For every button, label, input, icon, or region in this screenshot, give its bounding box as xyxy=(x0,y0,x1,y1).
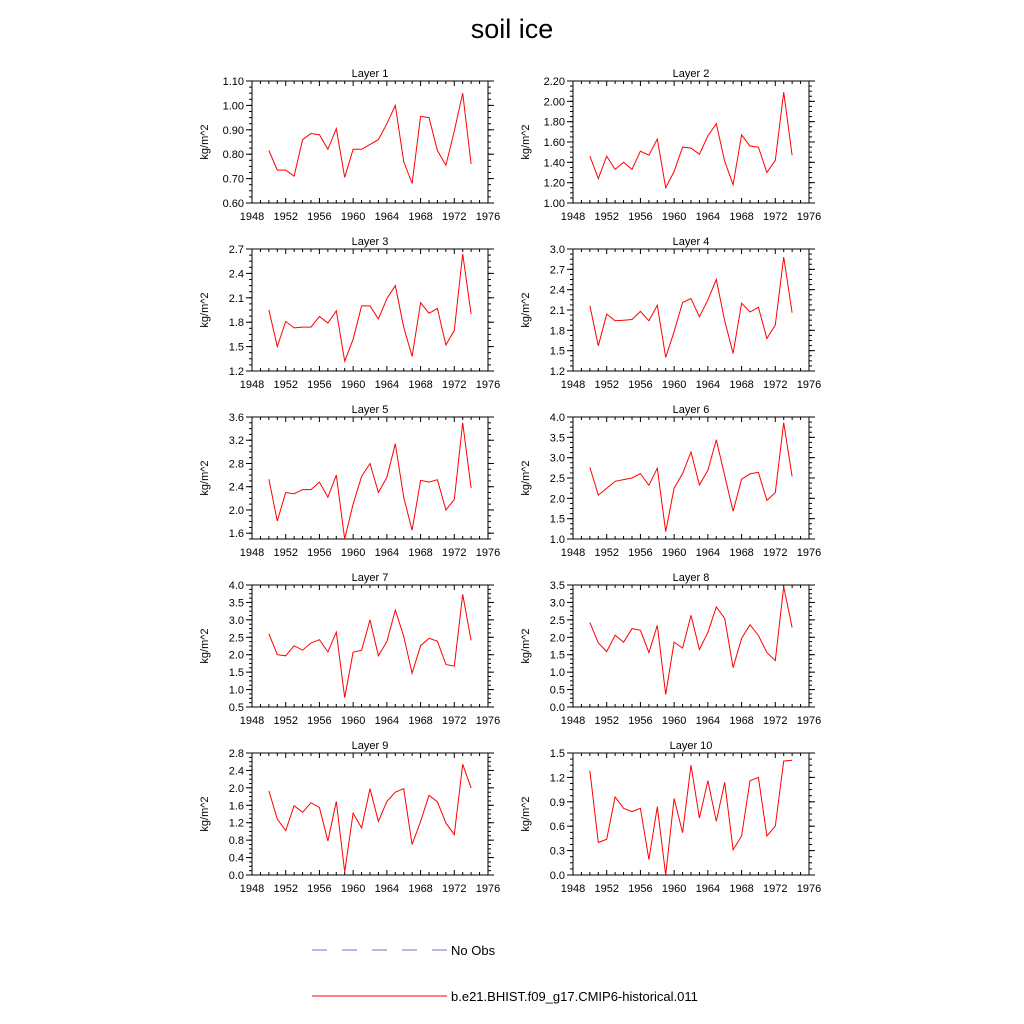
x-tick-label: 1956 xyxy=(628,715,653,727)
y-axis-label: kg/m^2 xyxy=(520,292,532,328)
x-tick-label: 1956 xyxy=(628,211,653,223)
x-tick-label: 1952 xyxy=(273,715,298,727)
y-tick-label: 1.40 xyxy=(543,157,565,170)
y-tick-label: 1.5 xyxy=(549,748,565,760)
x-tick-label: 1972 xyxy=(442,547,467,559)
x-tick-label: 1968 xyxy=(729,379,754,391)
y-tick-label: 1.60 xyxy=(543,137,565,149)
y-axis-label: kg/m^2 xyxy=(520,628,532,664)
y-tick-label: 3.0 xyxy=(549,452,565,465)
x-tick-label: 1964 xyxy=(374,211,400,223)
x-tick-label: 1976 xyxy=(796,715,822,727)
x-tick-label: 1952 xyxy=(594,547,619,559)
x-tick-label: 1960 xyxy=(661,379,687,391)
x-tick-label: 1952 xyxy=(273,547,298,559)
y-axis-label: kg/m^2 xyxy=(199,124,211,160)
y-tick-label: 2.0 xyxy=(228,649,244,662)
x-tick-label: 1952 xyxy=(594,715,619,727)
y-tick-label: 2.20 xyxy=(543,76,565,88)
x-tick-label: 1952 xyxy=(273,883,298,895)
y-tick-label: 0.90 xyxy=(222,124,244,137)
y-tick-label: 0.80 xyxy=(222,149,244,162)
x-tick-label: 1960 xyxy=(340,883,366,895)
y-tick-label: 0.6 xyxy=(549,821,565,834)
y-tick-label: 2.0 xyxy=(549,493,565,506)
y-tick-label: 1.00 xyxy=(222,100,244,113)
y-tick-label: 0.70 xyxy=(222,173,244,186)
y-tick-label: 1.2 xyxy=(549,366,565,378)
y-tick-label: 2.4 xyxy=(228,268,244,281)
x-tick-label: 1972 xyxy=(442,211,467,223)
x-tick-label: 1968 xyxy=(408,211,433,223)
y-tick-label: 3.5 xyxy=(549,580,565,592)
x-tick-label: 1964 xyxy=(695,379,721,391)
x-tick-label: 1964 xyxy=(695,211,721,223)
x-tick-label: 1948 xyxy=(560,211,586,223)
x-tick-label: 1964 xyxy=(374,547,400,559)
x-tick-label: 1948 xyxy=(560,379,586,391)
y-tick-label: 0.8 xyxy=(228,835,244,848)
y-tick-label: 1.5 xyxy=(549,345,565,358)
y-tick-label: 3.2 xyxy=(228,435,244,448)
x-tick-label: 1956 xyxy=(628,379,653,391)
x-tick-label: 1972 xyxy=(442,379,467,391)
x-tick-label: 1948 xyxy=(239,883,265,895)
y-tick-label: 2.7 xyxy=(228,244,244,256)
figure-title: soil ice xyxy=(470,14,554,44)
y-tick-label: 3.0 xyxy=(549,244,565,256)
x-tick-label: 1956 xyxy=(628,547,653,559)
y-tick-label: 0.0 xyxy=(228,870,244,882)
y-tick-label: 4.0 xyxy=(549,412,565,424)
y-tick-label: 1.80 xyxy=(543,116,565,129)
y-tick-label: 1.5 xyxy=(549,513,565,526)
y-tick-label: 2.4 xyxy=(228,765,244,778)
x-tick-label: 1952 xyxy=(273,211,298,223)
x-tick-label: 1968 xyxy=(408,715,433,727)
panel-title: Layer 6 xyxy=(672,404,710,416)
y-tick-label: 3.6 xyxy=(228,412,244,424)
x-tick-label: 1948 xyxy=(239,715,265,727)
x-tick-label: 1956 xyxy=(307,883,332,895)
y-tick-label: 1.6 xyxy=(228,800,244,813)
x-tick-label: 1952 xyxy=(273,379,298,391)
y-tick-label: 1.0 xyxy=(549,534,565,546)
y-tick-label: 0.9 xyxy=(549,796,565,809)
panel-title: Layer 3 xyxy=(351,236,389,248)
y-tick-label: 2.5 xyxy=(228,632,244,645)
x-tick-label: 1964 xyxy=(695,715,721,727)
y-tick-label: 1.6 xyxy=(228,528,244,541)
x-tick-label: 1972 xyxy=(442,715,467,727)
x-tick-label: 1956 xyxy=(307,715,332,727)
x-tick-label: 1964 xyxy=(695,883,721,895)
x-tick-label: 1968 xyxy=(408,379,433,391)
y-axis-label: kg/m^2 xyxy=(520,796,532,832)
x-tick-label: 1976 xyxy=(475,211,501,223)
x-tick-label: 1952 xyxy=(594,211,619,223)
x-tick-label: 1968 xyxy=(729,883,754,895)
x-tick-label: 1972 xyxy=(763,379,788,391)
y-tick-label: 0.0 xyxy=(549,870,565,882)
panel-title: Layer 8 xyxy=(672,572,710,584)
y-tick-label: 0.3 xyxy=(549,845,565,858)
y-tick-label: 3.5 xyxy=(228,597,244,610)
x-tick-label: 1972 xyxy=(763,211,788,223)
legend-model-label: b.e21.BHIST.f09_g17.CMIP6-historical.011 xyxy=(451,989,698,1004)
x-tick-label: 1960 xyxy=(661,211,687,223)
y-tick-label: 0.4 xyxy=(228,852,244,865)
y-tick-label: 2.5 xyxy=(549,614,565,627)
y-tick-label: 4.0 xyxy=(228,580,244,592)
y-tick-label: 2.0 xyxy=(549,632,565,645)
y-axis-label: kg/m^2 xyxy=(199,460,211,496)
x-tick-label: 1948 xyxy=(239,547,265,559)
x-tick-label: 1952 xyxy=(594,883,619,895)
x-tick-label: 1964 xyxy=(695,547,721,559)
x-tick-label: 1960 xyxy=(340,547,366,559)
panel-title: Layer 9 xyxy=(351,740,389,752)
y-tick-label: 1.2 xyxy=(549,772,565,785)
y-tick-label: 1.2 xyxy=(228,366,244,378)
x-tick-label: 1976 xyxy=(796,379,822,391)
y-tick-label: 0.0 xyxy=(549,702,565,714)
x-tick-label: 1960 xyxy=(661,547,687,559)
y-tick-label: 1.10 xyxy=(222,76,244,88)
x-tick-label: 1956 xyxy=(628,883,653,895)
x-tick-label: 1960 xyxy=(661,883,687,895)
y-tick-label: 1.5 xyxy=(228,341,244,354)
y-tick-label: 2.5 xyxy=(549,473,565,485)
panel-title: Layer 5 xyxy=(351,404,389,416)
y-tick-label: 2.8 xyxy=(228,458,244,471)
x-tick-label: 1976 xyxy=(475,379,501,391)
x-tick-label: 1972 xyxy=(763,883,788,895)
legend-obs-label: No Obs xyxy=(451,943,496,958)
x-tick-label: 1976 xyxy=(796,547,822,559)
x-tick-label: 1948 xyxy=(239,211,265,223)
y-tick-label: 2.1 xyxy=(549,305,565,317)
y-tick-label: 2.0 xyxy=(228,782,244,795)
y-tick-label: 1.00 xyxy=(543,198,565,210)
y-tick-label: 1.0 xyxy=(228,684,244,697)
y-tick-label: 3.0 xyxy=(549,597,565,610)
x-tick-label: 1976 xyxy=(796,211,822,223)
panel-title: Layer 4 xyxy=(672,236,710,248)
x-tick-label: 1948 xyxy=(560,715,586,727)
y-tick-label: 1.0 xyxy=(549,667,565,680)
y-tick-label: 2.8 xyxy=(228,748,244,760)
x-tick-label: 1960 xyxy=(340,379,366,391)
y-tick-label: 1.2 xyxy=(228,817,244,830)
panel-title: Layer 2 xyxy=(672,68,710,80)
x-tick-label: 1952 xyxy=(594,379,619,391)
y-tick-label: 1.8 xyxy=(549,325,565,338)
panel-title: Layer 7 xyxy=(351,572,389,584)
y-tick-label: 2.0 xyxy=(228,504,244,517)
x-tick-label: 1964 xyxy=(374,715,400,727)
y-tick-label: 2.7 xyxy=(549,264,565,277)
x-tick-label: 1976 xyxy=(475,715,501,727)
x-tick-label: 1968 xyxy=(729,547,754,559)
y-tick-label: 1.5 xyxy=(228,667,244,680)
x-tick-label: 1960 xyxy=(340,211,366,223)
x-tick-label: 1972 xyxy=(442,883,467,895)
y-tick-label: 0.60 xyxy=(222,198,244,210)
x-tick-label: 1948 xyxy=(560,883,586,895)
y-tick-label: 1.20 xyxy=(543,177,565,190)
y-axis-label: kg/m^2 xyxy=(520,124,532,160)
y-tick-label: 0.5 xyxy=(549,684,565,697)
y-axis-label: kg/m^2 xyxy=(520,460,532,496)
x-tick-label: 1948 xyxy=(239,379,265,391)
y-tick-label: 2.4 xyxy=(228,481,244,494)
y-tick-label: 2.00 xyxy=(543,96,565,109)
x-tick-label: 1976 xyxy=(475,883,501,895)
y-tick-label: 0.5 xyxy=(228,702,244,714)
y-tick-label: 2.4 xyxy=(549,284,565,297)
x-tick-label: 1960 xyxy=(661,715,687,727)
x-tick-label: 1964 xyxy=(374,379,400,391)
x-tick-label: 1956 xyxy=(307,379,332,391)
x-tick-label: 1976 xyxy=(475,547,501,559)
y-tick-label: 2.1 xyxy=(228,292,244,305)
x-tick-label: 1976 xyxy=(796,883,822,895)
x-tick-label: 1968 xyxy=(729,715,754,727)
x-tick-label: 1972 xyxy=(763,547,788,559)
x-tick-label: 1968 xyxy=(729,211,754,223)
y-tick-label: 1.8 xyxy=(228,317,244,330)
x-tick-label: 1968 xyxy=(408,883,433,895)
x-tick-label: 1956 xyxy=(307,547,332,559)
y-axis-label: kg/m^2 xyxy=(199,292,211,328)
panel-title: Layer 1 xyxy=(351,68,389,80)
x-tick-label: 1956 xyxy=(307,211,332,223)
panel-title: Layer 10 xyxy=(669,740,713,752)
y-axis-label: kg/m^2 xyxy=(199,796,211,832)
x-tick-label: 1972 xyxy=(763,715,788,727)
y-tick-label: 3.0 xyxy=(228,614,244,627)
x-tick-label: 1964 xyxy=(374,883,400,895)
x-tick-label: 1948 xyxy=(560,547,586,559)
x-tick-label: 1960 xyxy=(340,715,366,727)
y-tick-label: 3.5 xyxy=(549,432,565,445)
x-tick-label: 1968 xyxy=(408,547,433,559)
y-tick-label: 1.5 xyxy=(549,649,565,662)
y-axis-label: kg/m^2 xyxy=(199,628,211,664)
